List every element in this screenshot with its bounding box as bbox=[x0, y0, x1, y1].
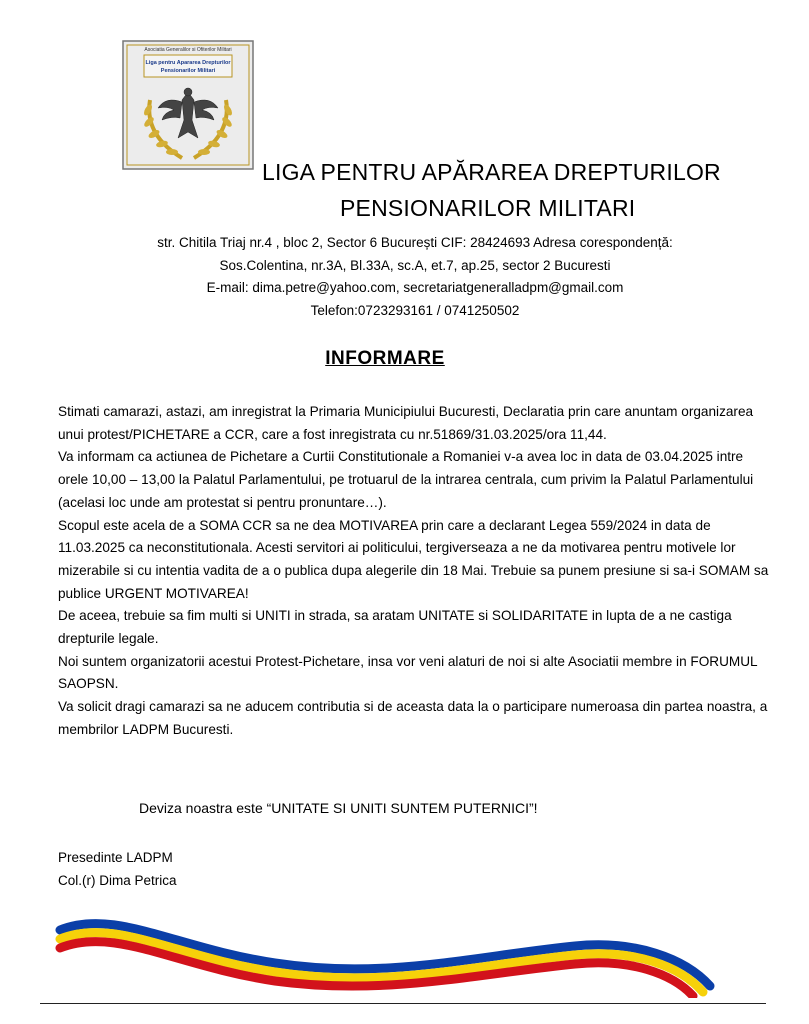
paragraph: Va solicit dragi camarazi sa ne aducem contributia si de aceasta data la o participare numeroasa din partea noastra, a membrilor LADPM Bucuresti. bbox=[58, 699, 768, 737]
motto: Deviza noastra este “UNITATE SI UNITI SUNTEM PUTERNICI”! bbox=[139, 800, 538, 816]
organization-logo bbox=[122, 40, 254, 170]
logo-inner-text-1: Liga pentru Apararea Drepturilor bbox=[145, 60, 231, 66]
logo-inner-text-2: Pensionarilor Militari bbox=[160, 68, 216, 74]
signature-block bbox=[58, 847, 177, 892]
logo-top-text: Asociatia Generalilor si Ofiterilor Militari bbox=[144, 47, 232, 53]
paragraph: Scopul este acela de a SOMA CCR sa ne dea MOTIVAREA prin care a declarant Legea 559/2024 in data de 11.03.2025 ca neconstitutionala. Acesti servitori ai politicului, tergiverseaza a ne da motivarea pentru motivele lor mizerabile si cu intentia vadita de a o publica dupa alegerile din 18 Mai. Trebuie sa punem presiune si sa-i SOMAM sa publice URGENT MOTIVAREA! bbox=[58, 517, 769, 601]
tricolor-ribbon-decoration bbox=[55, 908, 715, 998]
organization-name-line1: LIGA PENTRU APĂRAREA DREPTURILOR bbox=[262, 159, 721, 185]
organization-name bbox=[262, 157, 782, 223]
contact-block bbox=[90, 232, 740, 322]
address-line: str. Chitila Triaj nr.4 , bloc 2, Sector 6 București CIF: 28424693 Adresa corespondență: bbox=[157, 235, 673, 250]
paragraph: Stimati camarazi, astazi, am inregistrat la Primaria Municipiului Bucuresti, Declaratia prin care anuntam organizarea unui protest/PICHETARE a CCR, care a fost inregistrata cu nr.51869/31.03.2025/ora 11,44. bbox=[58, 404, 754, 442]
footer-divider bbox=[40, 1003, 766, 1004]
paragraph: Va informam ca actiunea de Pichetare a Curtii Constitutionale a Romaniei v-a avea loc in data de 03.04.2025 intre orele 10,00 – 13,00 la Palatul Parlamentului, pe trotuarul de la intrarea centrala, cum privim la Palatul Parlamentului (acelasi loc unde am protestat si pentru pronuntare…). bbox=[58, 449, 754, 510]
paragraph: De aceea, trebuie sa fim multi si UNITI in strada, sa aratam UNITATE si SOLIDARITATE in lupta de a ne castiga drepturile legale. bbox=[58, 608, 732, 647]
signature-title: Presedinte LADPM bbox=[58, 850, 173, 865]
document-heading: INFORMARE bbox=[325, 348, 445, 369]
signature-name: Col.(r) Dima Petrica bbox=[58, 872, 177, 888]
paragraph: Noi suntem organizatorii acestui Protest-Pichetare, insa vor veni alaturi de noi si alte Asociatii membre in FORUMUL SAOPSN. bbox=[58, 653, 758, 692]
document-body bbox=[58, 401, 770, 742]
phone-line: Telefon:0723293161 / 0741250502 bbox=[310, 302, 520, 318]
organization-name-line2: PENSIONARILOR MILITARI bbox=[340, 195, 636, 221]
correspondence-address-line: Sos.Colentina, nr.3A, Bl.33A, sc.A, et.7, ap.25, sector 2 Bucuresti bbox=[219, 257, 611, 273]
email-line: E-mail: dima.petre@yahoo.com, secretariatgeneralladpm@gmail.com bbox=[206, 280, 624, 295]
